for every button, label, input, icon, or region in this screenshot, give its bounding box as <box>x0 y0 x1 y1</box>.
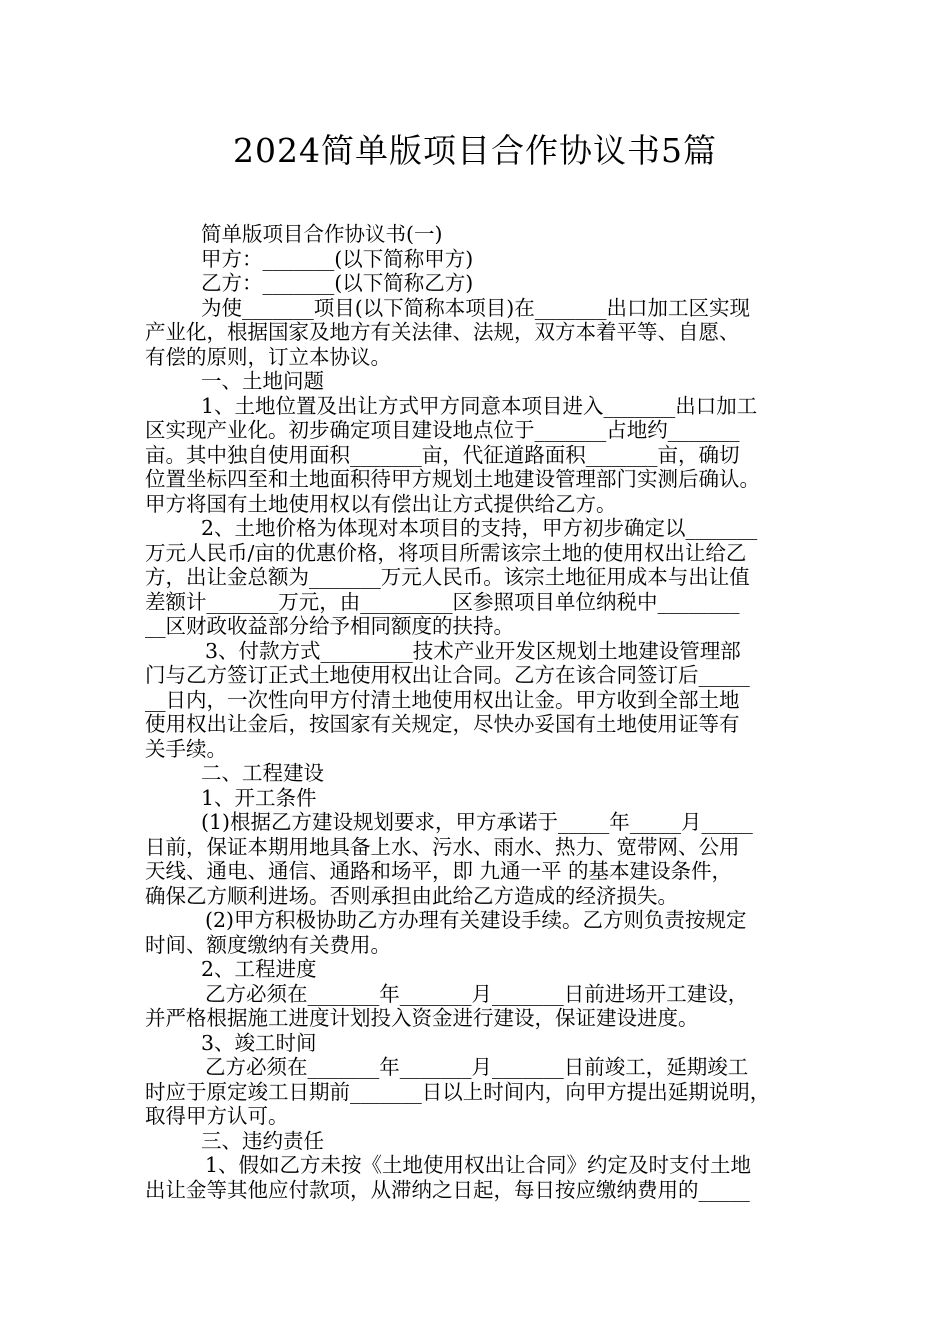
text-line: 三、违约责任 <box>201 1128 324 1153</box>
text-line: 甲方：_______(以下简称甲方) <box>201 246 474 271</box>
text-line: 取得甲方认可。 <box>145 1104 289 1128</box>
text-line: 时应于原定竣工日期前_______日以上时间内，向甲方提出延期说明， <box>145 1079 771 1104</box>
text-line: 简单版项目合作协议书(一) <box>201 222 443 246</box>
text-line: 二、工程建设 <box>201 761 324 785</box>
text-line: (2)甲方积极协助乙方办理有关建设手续。乙方则负责按规定 <box>205 908 747 932</box>
text-line: 1、假如乙方未按《土地使用权出让合同》约定及时支付土地 <box>205 1153 752 1177</box>
text-line: 区实现产业化。初步确定项目建设地点位于_______占地约_______ <box>145 418 740 442</box>
text-line: 乙方必须在_______年_______月_______日前竣工，延期竣工 <box>205 1055 749 1079</box>
text-line: 产业化，根据国家及地方有关法律、法规，双方本着平等、自愿、 <box>145 320 740 344</box>
text-line: 2、土地价格为体现对本项目的支持，甲方初步确定以_______ <box>201 516 758 540</box>
text-line: 出让金等其他应付款项，从滞纳之日起，每日按应缴纳费用的_____ <box>145 1177 750 1202</box>
text-line: 2、工程进度 <box>201 957 317 981</box>
text-line: 差额计_______万元，由_________区参照项目单位纳税中________ <box>145 589 740 614</box>
text-line: 万元人民币/亩的优惠价格，将项目所需该宗土地的使用权出让给乙 <box>145 540 747 565</box>
text-line: 使用权出让金后，按国家有关规定，尽快办妥国有土地使用证等有 <box>145 712 740 736</box>
document-body <box>145 222 810 1202</box>
text-line: 1、开工条件 <box>201 785 317 810</box>
text-line: 方，出让金总额为_______万元人民币。该宗土地征用成本与出让值 <box>145 565 750 589</box>
text-line: 3、竣工时间 <box>201 1030 317 1055</box>
text-line: 为使_______项目(以下简称本项目)在_______出口加工区实现 <box>201 295 750 320</box>
text-line: (1)根据乙方建设规划要求，甲方承诺于_____年_____月_____ <box>201 810 753 834</box>
text-line: 关手续。 <box>145 736 227 761</box>
text-line: 门与乙方签订正式土地使用权出让合同。乙方在该合同签订后_____ <box>145 663 750 687</box>
text-line: 位置坐标四至和土地面积待甲方规划土地建设管理部门实测后确认。 <box>145 467 760 491</box>
text-line: __区财政收益部分给予相同额度的扶持。 <box>145 614 514 638</box>
text-line: 1、土地位置及出让方式甲方同意本项目进入_______出口加工 <box>201 393 758 418</box>
text-line: 乙方：_______(以下简称乙方) <box>201 271 474 295</box>
text-line: 乙方必须在_______年_______月_______日前进场开工建设， <box>205 981 749 1006</box>
text-line: 有偿的原则，订立本协议。 <box>145 344 391 369</box>
text-line: 天线、通电、通信、通路和场平，即 九通一平 的基本建设条件， <box>145 859 733 883</box>
text-line: 确保乙方顺利进场。否则承担由此给乙方造成的经济损失。 <box>145 883 678 908</box>
text-line: 并严格根据施工进度计划投入资金进行建设，保证建设进度。 <box>145 1006 699 1030</box>
text-line: __日内，一次性向甲方付清土地使用权出让金。甲方收到全部土地 <box>145 687 740 712</box>
text-line: 时间、额度缴纳有关费用。 <box>145 932 391 957</box>
text-line: 甲方将国有土地使用权以有偿出让方式提供给乙方。 <box>145 491 617 516</box>
text-line: 亩。其中独自使用面积_______亩，代征道路面积_______亩，确切 <box>145 442 740 467</box>
text-line: 3、付款方式_________技术产业开发区规划土地建设管理部 <box>205 638 741 663</box>
text-line: 日前，保证本期用地具备上水、污水、雨水、热力、宽带网、公用 <box>145 834 740 859</box>
document-title: 2024简单版项目合作协议书5篇 <box>233 131 717 170</box>
text-line: 一、土地问题 <box>201 369 324 393</box>
